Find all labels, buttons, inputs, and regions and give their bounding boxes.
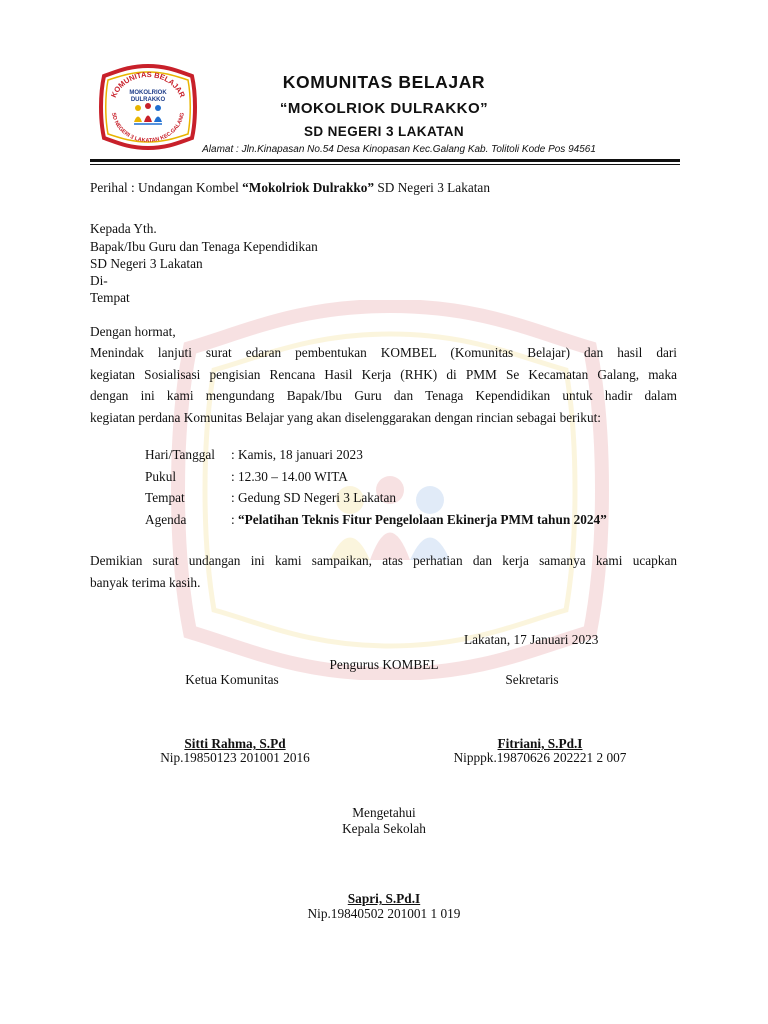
greeting: Dengan hormat, bbox=[90, 324, 176, 339]
recipient-line-4: Di- bbox=[90, 273, 108, 288]
secretary-name: Fitriani, S.Pd.I bbox=[497, 736, 583, 751]
community-name: “MOKOLRIOK DULRAKKO” bbox=[279, 100, 489, 117]
chair-nip: Nip.19850123 201001 2016 bbox=[160, 750, 310, 765]
recipient-line-2: Bapak/Ibu Guru dan Tenaga Kependidikan bbox=[90, 239, 318, 254]
detail-value-agenda: : “Pelatihan Teknis Fitur Pengelolaan Ekinerja PMM tahun 2024” bbox=[231, 512, 607, 527]
logo-text-bottom: SD NEGERI 3 LAKATAN KEC.GALANG bbox=[110, 112, 186, 145]
paragraph-line: dengan ini kami mengundang Bapak/Ibu Guru dan Tenaga Kependidikan untuk hadir dalam bbox=[90, 388, 677, 403]
subject-line: Perihal : Undangan Kombel “Mokolriok Dulrakko” SD Negeri 3 Lakatan bbox=[90, 180, 490, 195]
recipient-line-3: SD Negeri 3 Lakatan bbox=[90, 256, 203, 271]
paragraph-line: Demikian surat undangan ini kami sampaikan, atas perhatian dan kerja samanya kami ucapkan bbox=[90, 553, 677, 568]
place-date: Lakatan, 17 Januari 2023 bbox=[464, 632, 599, 647]
detail-label: Agenda bbox=[145, 512, 187, 527]
detail-label: Pukul bbox=[145, 469, 177, 484]
recipient-line-1: Kepada Yth. bbox=[90, 221, 157, 236]
principal-nip: Nip.19840502 201001 1 019 bbox=[307, 906, 461, 921]
detail-label: Hari/Tanggal bbox=[145, 447, 215, 462]
detail-value: : Gedung SD Negeri 3 Lakatan bbox=[231, 490, 397, 505]
body-paragraph-2 bbox=[90, 550, 677, 593]
header-rule-thin bbox=[90, 164, 680, 165]
acknowledge-label: Mengetahui bbox=[352, 805, 416, 820]
body-paragraph-1 bbox=[90, 342, 677, 428]
paragraph-line: kegiatan perdana Komunitas Belajar yang akan diselenggarakan dengan rincian sebagai berikut: bbox=[90, 409, 601, 425]
chair-name: Sitti Rahma, S.Pd bbox=[184, 736, 286, 751]
org-name: KOMUNITAS BELAJAR bbox=[282, 72, 486, 92]
secretary-title: Sekretaris bbox=[505, 672, 559, 687]
detail-label: Tempat bbox=[145, 490, 185, 505]
address: Alamat : Jln.Kinapasan No.54 Desa Kinopasan Kec.Galang Kab. Tolitoli Kode Pos 94561 bbox=[202, 144, 596, 155]
detail-value: : Kamis, 18 januari 2023 bbox=[231, 447, 363, 462]
detail-value: : 12.30 – 14.00 WITA bbox=[231, 469, 348, 484]
paragraph-line: kegiatan Sosialisasi pengisian Rencana Hasil Kerja (RHK) di PMM Se Kecamatan Galang, maka bbox=[90, 366, 677, 382]
header-rule-thick bbox=[90, 159, 680, 162]
principal-name: Sapri, S.Pd.I bbox=[347, 891, 421, 906]
recipient-line-5: Tempat bbox=[90, 290, 130, 305]
logo-text-top: KOMUNITAS BELAJAR bbox=[109, 69, 187, 99]
school-name: SD NEGERI 3 LAKATAN bbox=[303, 124, 465, 139]
committee-label: Pengurus KOMBEL bbox=[329, 657, 439, 672]
principal-title: Kepala Sekolah bbox=[342, 821, 426, 836]
paragraph-line: banyak terima kasih. bbox=[90, 574, 201, 590]
chair-title: Ketua Komunitas bbox=[185, 672, 279, 687]
logo-text-mid1: MOKOLRIOK bbox=[129, 90, 167, 96]
secretary-nip: Nipppk.19870626 202221 2 007 bbox=[453, 750, 627, 765]
logo-text-mid2: DULRAKKO bbox=[130, 97, 166, 103]
paragraph-line: Menindak lanjuti surat edaran pembentukan KOMBEL (Komunitas Belajar) dan hasil dari bbox=[90, 345, 677, 360]
